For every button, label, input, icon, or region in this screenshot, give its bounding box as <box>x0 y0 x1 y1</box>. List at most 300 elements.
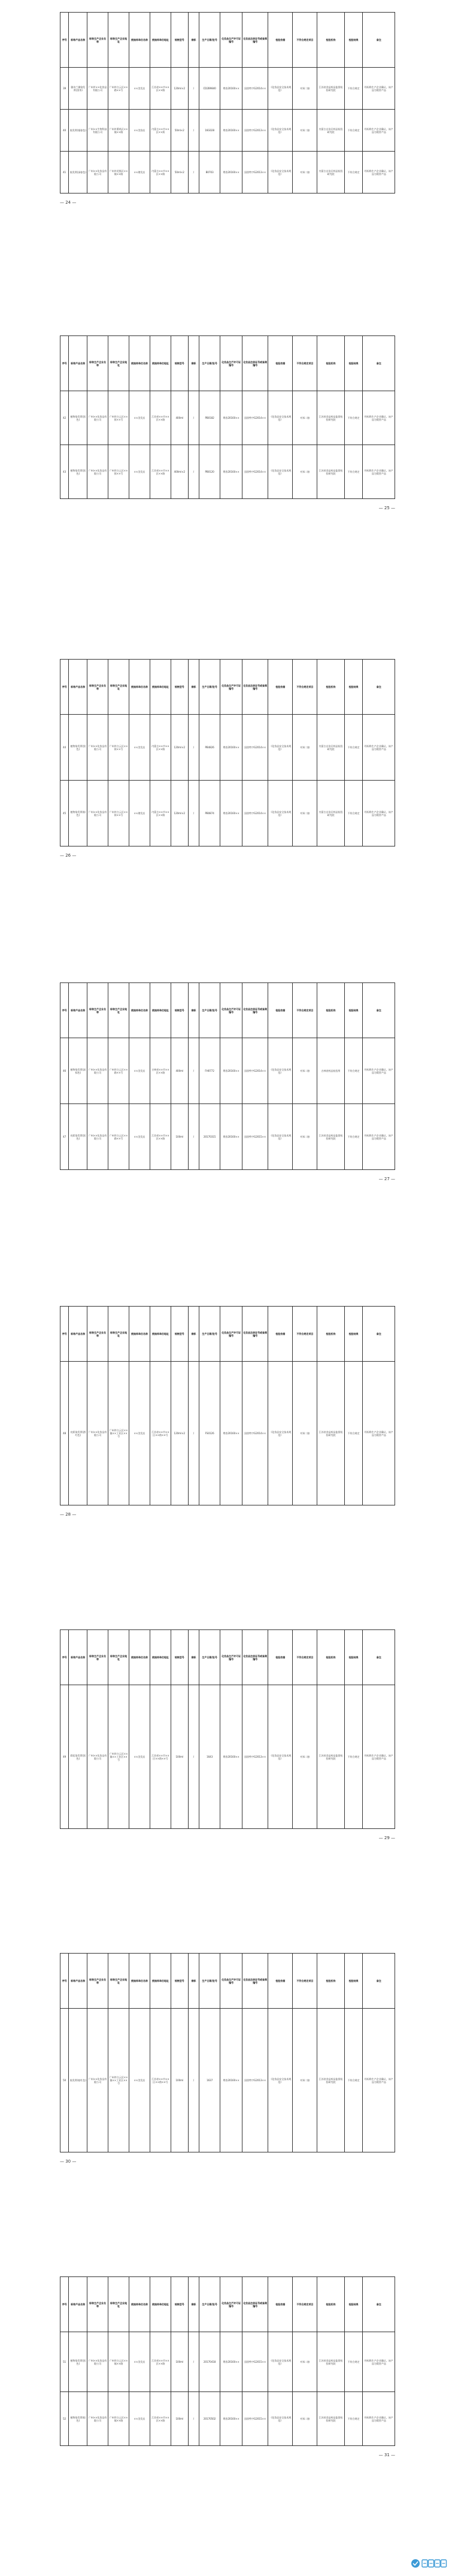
table-cell: 49 <box>60 1685 69 1829</box>
table-cell: 对苯二胺 <box>293 152 317 193</box>
table-cell: 不符合规定 <box>344 2009 363 2152</box>
column-header: 检验结果 <box>344 336 363 391</box>
table-cell: 彩虹染发膏(黑色) <box>69 1685 87 1829</box>
column-header: 检验依据 <box>268 983 293 1038</box>
table-cell: ××美发店 <box>129 715 150 781</box>
table-cell: 江苏省××市××区××路 <box>150 2332 171 2392</box>
column-header: 检验结果 <box>344 983 363 1038</box>
table-cell: 对苯二胺 <box>293 110 317 152</box>
table-cell: / <box>188 2009 199 2152</box>
inspection-table <box>60 1953 395 2152</box>
column-header: 标称产品名称 <box>69 13 87 68</box>
column-header: 检验依据 <box>268 336 293 391</box>
table-cell: 120ml×2 <box>171 715 188 781</box>
table-cell: CD2B9840 <box>199 68 220 110</box>
table-header-row <box>60 2277 395 2332</box>
table-cell: 经标称生产企业确认，该产品为假冒产品 <box>363 1104 395 1170</box>
table-cell: 广州市白云区××街××号 <box>108 781 129 846</box>
column-header: 备注 <box>363 1630 395 1685</box>
column-header: 生产日期/批号 <box>199 1307 220 1362</box>
table-cell: 粤妆20160×× <box>220 1362 242 1505</box>
table-row <box>60 2392 395 2446</box>
table-cell: 不符合规定 <box>344 1038 363 1104</box>
table-cell: 江苏省××市××区××路××号 <box>150 1362 171 1505</box>
column-header: 不符合规定项目 <box>293 2277 317 2332</box>
table-cell: ××美发店 <box>129 1362 150 1505</box>
table-cell: ××理发店 <box>129 152 150 193</box>
table-cell: 广州市白云区××街××号 <box>108 715 129 781</box>
column-header: 标称生产企业地址 <box>108 1630 129 1685</box>
table-cell: 广州市白云区××路××号 <box>108 68 129 110</box>
table-cell: 广州××化妆品有限公司 <box>87 1038 108 1104</box>
table-cell: 江苏省食品药品监督检验研究院 <box>317 1362 344 1505</box>
table-cell: ××美发店 <box>129 391 150 445</box>
table-cell: 不符合规定 <box>344 110 363 152</box>
document-page <box>60 335 395 513</box>
table-cell: 《化妆品安全技术规范》 <box>268 68 293 110</box>
table-cell: / <box>188 68 199 110</box>
column-header: 序号 <box>60 1954 69 2009</box>
column-header: 化妆品注册证号或备案编号 <box>242 1307 268 1362</box>
column-header: 标称生产企业名称 <box>87 1630 108 1685</box>
column-header: 标称生产企业名称 <box>87 660 108 715</box>
column-header: 标称产品名称 <box>69 336 87 391</box>
table-cell: 经标称生产企业确认，该产品为假冒产品 <box>363 110 395 152</box>
column-header: 生产日期/批号 <box>199 1630 220 1685</box>
table-cell: 染发膏(深棕色) <box>69 152 87 193</box>
table-header-row <box>60 13 395 68</box>
column-header: 序号 <box>60 660 69 715</box>
table-row <box>60 2009 395 2152</box>
table-cell: 广州××化妆品有限公司 <box>87 2392 108 2446</box>
document-page <box>60 12 395 207</box>
table-cell: 植物染发膏(棕色) <box>69 2392 87 2446</box>
table-cell: 《化妆品安全技术规范》 <box>268 1362 293 1505</box>
table-cell: 国妆特字G2014×× <box>242 715 268 781</box>
table-cell: 不符合规定 <box>344 445 363 499</box>
table-cell: 江苏省××市××区××路 <box>150 445 171 499</box>
table-cell: 对苯二胺 <box>293 781 317 846</box>
table-cell: / <box>188 1104 199 1170</box>
column-header: 检验结果 <box>344 1307 363 1362</box>
column-header: 检验结果 <box>344 2277 363 2332</box>
table-cell: 对苯二胺 <box>293 2009 317 2152</box>
table-cell: 植物染发膏(黑色) <box>69 2332 87 2392</box>
column-header: 标称生产企业地址 <box>108 983 129 1038</box>
column-header: 不符合规定项目 <box>293 336 317 391</box>
page-number: — 24 — <box>60 200 77 205</box>
column-header: 检验结果 <box>344 660 363 715</box>
table-cell: 经标称生产企业确认，该产品为假冒产品 <box>363 1038 395 1104</box>
table-cell: 不符合规定 <box>344 2392 363 2446</box>
column-header: 序号 <box>60 1307 69 1362</box>
table-cell: 广州市白云区××街××号 <box>108 391 129 445</box>
column-header: 化妆品生产许可证编号 <box>220 983 242 1038</box>
table-cell: 400ml×2 <box>171 445 188 499</box>
column-header: 标称生产企业名称 <box>87 13 108 68</box>
column-header: 备注 <box>363 13 395 68</box>
table-cell: 国妆特字G2014×× <box>242 781 268 846</box>
table-cell: 植物染发膏(黑色) <box>69 391 87 445</box>
column-header: 不符合规定项目 <box>293 1954 317 2009</box>
table-cell: 粤妆20160×× <box>220 391 242 445</box>
table-cell: 江苏省食品药品监督检验研究院 <box>317 445 344 499</box>
column-header: 标称生产企业名称 <box>87 1954 108 2009</box>
table-cell: 48 <box>60 1362 69 1505</box>
column-header: 标称生产企业地址 <box>108 1307 129 1362</box>
table-cell: 对苯二胺 <box>293 391 317 445</box>
column-header: 标称生产企业名称 <box>87 2277 108 2332</box>
table-cell: 经标称生产企业确认，该产品为假冒产品 <box>363 2332 395 2392</box>
table-cell: B0703 <box>199 152 220 193</box>
table-cell: 广州市白云区××镇××路 <box>108 2392 129 2446</box>
table-cell: 《化妆品安全技术规范》 <box>268 110 293 152</box>
table-cell: 国妆特字G2015×× <box>242 1104 268 1170</box>
column-header: 标称生产企业地址 <box>108 2277 129 2332</box>
table-cell: 国妆特字G2014×× <box>242 68 268 110</box>
table-cell: 100ml <box>171 1685 188 1829</box>
column-header: 化妆品注册证号或备案编号 <box>242 336 268 391</box>
column-header: 标称产品名称 <box>69 2277 87 2332</box>
table-cell: 经标称生产企业确认，该产品为假冒产品 <box>363 1685 395 1829</box>
table-cell: ××美发店 <box>129 2009 150 2152</box>
table-cell: 江苏省食品药品监督检验研究院 <box>317 2009 344 2152</box>
table-cell: 《化妆品安全技术规范》 <box>268 1104 293 1170</box>
table-cell: / <box>188 781 199 846</box>
column-header: 检验机构 <box>317 2277 344 2332</box>
table-cell: 粤妆20160×× <box>220 715 242 781</box>
table-cell: 经标称生产企业确认，该产品为假冒产品 <box>363 152 395 193</box>
column-header: 标称生产企业名称 <box>87 336 108 391</box>
column-header: 规格型号 <box>171 660 188 715</box>
table-cell: 广州市白云区××镇××工业区××号 <box>108 2009 129 2152</box>
table-cell: 粤妆20160×× <box>220 1104 242 1170</box>
table-cell: 50 <box>60 2009 69 2152</box>
column-header: 标称生产企业名称 <box>87 983 108 1038</box>
inspection-table <box>60 659 395 846</box>
column-header: 被抽样单位地址 <box>150 1954 171 2009</box>
document-page <box>60 2276 395 2460</box>
column-header: 检验机构 <box>317 1307 344 1362</box>
table-cell: 51 <box>60 2332 69 2392</box>
table-cell: 经标称生产企业确认，该产品为假冒产品 <box>363 2009 395 2152</box>
table-cell: 广州××化妆品有限公司 <box>87 2332 108 2392</box>
table-cell: 400ml <box>171 1038 188 1104</box>
table-cell: 100ml <box>171 2392 188 2446</box>
table-cell: 经标称生产企业确认，该产品为假冒产品 <box>363 445 395 499</box>
table-cell: 100ml <box>171 2009 188 2152</box>
table-cell: 不符合规定 <box>344 1104 363 1170</box>
inspection-table <box>60 12 395 193</box>
column-header: 被抽样单位名称 <box>129 1630 150 1685</box>
table-cell: ××美发店 <box>129 1104 150 1170</box>
table-cell: / <box>188 1038 199 1104</box>
table-cell: 国妆特字G2014×× <box>242 1038 268 1104</box>
column-header: 生产日期/批号 <box>199 336 220 391</box>
table-cell: 广州××化妆品有限公司 <box>87 1362 108 1505</box>
table-cell: 江苏省食品药品监督检验研究院 <box>317 1685 344 1829</box>
table-cell: 植物染发膏(黑色) <box>69 715 87 781</box>
column-header: 序号 <box>60 2277 69 2332</box>
table-cell: 《化妆品安全技术规范》 <box>268 445 293 499</box>
table-cell: 江苏省食品药品监督检验研究院 <box>317 1104 344 1170</box>
page-number: — 26 — <box>60 853 77 858</box>
table-cell: 国妆特字G2015×× <box>242 2332 268 2392</box>
table-cell: 经标称生产企业确认，该产品为假冒产品 <box>363 2392 395 2446</box>
table-cell: 20170418 <box>199 2332 220 2392</box>
table-cell: 粤妆20160×× <box>220 445 242 499</box>
table-cell: 不符合规定 <box>344 152 363 193</box>
table-cell: 39 <box>60 68 69 110</box>
table-cell: 经标称生产企业确认，该产品为假冒产品 <box>363 391 395 445</box>
table-cell: 43 <box>60 445 69 499</box>
table-row <box>60 715 395 781</box>
table-cell: 广州××化妆品有限公司 <box>87 781 108 846</box>
table-cell: 120ml×2 <box>171 68 188 110</box>
table-cell: 不符合规定 <box>344 1685 363 1829</box>
table-cell: 内蒙古自治区药品检验研究院 <box>317 110 344 152</box>
column-header: 商标 <box>188 2277 199 2332</box>
table-header-row <box>60 983 395 1038</box>
table-cell: 粤妆20160×× <box>220 781 242 846</box>
table-cell: ××美发店 <box>129 68 150 110</box>
table-header-row <box>60 336 395 391</box>
column-header: 规格型号 <box>171 983 188 1038</box>
table-cell: 对苯二胺 <box>293 715 317 781</box>
column-header: 标称产品名称 <box>69 1954 87 2009</box>
column-header: 检验机构 <box>317 336 344 391</box>
column-header: 规格型号 <box>171 1307 188 1362</box>
table-cell: 对苯二胺 <box>293 1362 317 1505</box>
table-cell: 亮彩染发膏(酒红色) <box>69 1362 87 1505</box>
table-cell: 广州××化妆品有限公司 <box>87 445 108 499</box>
column-header: 化妆品生产许可证编号 <box>220 1954 242 2009</box>
column-header: 备注 <box>363 1954 395 2009</box>
column-header: 化妆品生产许可证编号 <box>220 336 242 391</box>
column-header: 检验结果 <box>344 13 363 68</box>
table-cell: ××美发店 <box>129 2332 150 2392</box>
table-row <box>60 1685 395 1829</box>
column-header: 规格型号 <box>171 2277 188 2332</box>
column-header: 标称产品名称 <box>69 1630 87 1685</box>
column-header: 商标 <box>188 660 199 715</box>
column-header: 标称生产企业地址 <box>108 13 129 68</box>
table-header-row <box>60 1307 395 1362</box>
table-cell: 江苏省食品药品监督检验研究院 <box>317 2392 344 2446</box>
table-header-row <box>60 660 395 715</box>
table-header-row <box>60 1954 395 2009</box>
page-number: — 29 — <box>378 1836 395 1840</box>
table-cell: PB4826 <box>199 715 220 781</box>
table-cell: 江苏省××市××区××路 <box>150 2392 171 2446</box>
column-header: 序号 <box>60 13 69 68</box>
inspection-table <box>60 1629 395 1829</box>
table-cell: / <box>188 2332 199 2392</box>
inspection-table <box>60 335 395 499</box>
table-cell: 不符合规定 <box>344 68 363 110</box>
column-header: 检验依据 <box>268 660 293 715</box>
table-row <box>60 152 395 193</box>
table-cell: / <box>188 2392 199 2446</box>
table-row <box>60 1104 395 1170</box>
table-cell: 广州××化妆品有限公司 <box>87 391 108 445</box>
table-cell: / <box>188 1685 199 1829</box>
table-cell: 江苏省食品药品监督检验研究院 <box>317 391 344 445</box>
column-header: 被抽样单位地址 <box>150 660 171 715</box>
table-cell: 对苯二胺 <box>293 1038 317 1104</box>
table-cell: 植物染发膏(棕色) <box>69 781 87 846</box>
column-header: 化妆品注册证号或备案编号 <box>242 1630 268 1685</box>
column-header: 备注 <box>363 660 395 715</box>
column-header: 标称生产企业地址 <box>108 336 129 391</box>
table-row <box>60 781 395 846</box>
page-number: — 25 — <box>378 506 395 510</box>
column-header: 生产日期/批号 <box>199 660 220 715</box>
column-header: 规格型号 <box>171 1954 188 2009</box>
table-cell: 44 <box>60 715 69 781</box>
page-number: — 28 — <box>60 1512 77 1517</box>
table-cell: PB0182 <box>199 391 220 445</box>
table-cell: 广州市白云区××镇××工业区××号 <box>108 1685 129 1829</box>
column-header: 化妆品注册证号或备案编号 <box>242 13 268 68</box>
column-header: 生产日期/批号 <box>199 2277 220 2332</box>
table-cell: 粤妆20160×× <box>220 68 242 110</box>
table-cell: 江苏省××市××区××路××号 <box>150 2009 171 2152</box>
table-cell: 广州××化妆品有限公司 <box>87 2009 108 2152</box>
page-number: — 31 — <box>378 2453 395 2457</box>
table-cell: 广州市××化妆品有限公司 <box>87 68 108 110</box>
column-header: 检验结果 <box>344 1954 363 2009</box>
table-cell: 吉林省××市××区××路 <box>150 1038 171 1104</box>
table-cell: FH0772 <box>199 1038 220 1104</box>
table-cell: 广州××生物科技有限公司 <box>87 110 108 152</box>
table-cell: 50ml×2 <box>171 110 188 152</box>
column-header: 标称生产企业地址 <box>108 1954 129 2009</box>
column-header: 商标 <box>188 336 199 391</box>
site-watermark-logo <box>411 2558 448 2569</box>
table-cell: 经标称生产企业确认，该产品为假冒产品 <box>363 68 395 110</box>
table-cell: 《化妆品安全技术规范》 <box>268 152 293 193</box>
table-cell: ××美发店 <box>129 2392 150 2446</box>
table-cell: 国妆特字G2013×× <box>242 110 268 152</box>
column-header: 商标 <box>188 1307 199 1362</box>
table-cell: 16G028 <box>199 110 220 152</box>
table-cell: 江苏省××市××区××路 <box>150 1104 171 1170</box>
table-cell: 江苏省××市××区××路 <box>150 391 171 445</box>
column-header: 标称生产企业名称 <box>87 1307 108 1362</box>
column-header: 生产日期/批号 <box>199 13 220 68</box>
table-cell: 内蒙古××市××区××路 <box>150 781 171 846</box>
column-header: 检验依据 <box>268 1630 293 1685</box>
column-header: 生产日期/批号 <box>199 1954 220 2009</box>
column-header: 化妆品注册证号或备案编号 <box>242 2277 268 2332</box>
column-header: 化妆品注册证号或备案编号 <box>242 660 268 715</box>
table-cell: PB0874 <box>199 781 220 846</box>
table-cell: / <box>188 445 199 499</box>
table-cell: 广州市白云区××镇××路 <box>108 2332 129 2392</box>
table-cell: 不符合规定 <box>344 715 363 781</box>
column-header: 标称产品名称 <box>69 1307 87 1362</box>
table-cell: 《化妆品安全技术规范》 <box>268 2009 293 2152</box>
table-cell: 52 <box>60 2392 69 2446</box>
table-row <box>60 68 395 110</box>
column-header: 标称产品名称 <box>69 660 87 715</box>
document-page <box>60 659 395 860</box>
table-cell: ××美发店 <box>129 1685 150 1829</box>
table-cell: 江苏省××市××区××路 <box>150 68 171 110</box>
table-cell: 不符合规定 <box>344 781 363 846</box>
table-cell: 雅诗兰黛染发膏(黑茶) <box>69 68 87 110</box>
table-cell: 《化妆品安全技术规范》 <box>268 2392 293 2446</box>
column-header: 商标 <box>188 1954 199 2009</box>
document-page <box>60 1953 395 2166</box>
column-header: 被抽样单位地址 <box>150 1307 171 1362</box>
column-header: 检验机构 <box>317 983 344 1038</box>
table-cell: 内蒙古××市××区××路 <box>150 152 171 193</box>
column-header: 标称产品名称 <box>69 983 87 1038</box>
table-cell: 广州市白云区××路××号 <box>108 1104 129 1170</box>
document-page <box>60 1306 395 1519</box>
table-cell: 内蒙古自治区药品检验研究院 <box>317 715 344 781</box>
column-header: 被抽样单位地址 <box>150 1630 171 1685</box>
column-header: 商标 <box>188 983 199 1038</box>
table-cell: 对苯二胺 <box>293 2392 317 2446</box>
table-cell: 广州××化妆品有限公司 <box>87 1104 108 1170</box>
table-cell: 广州市番禺区××镇××路 <box>108 110 129 152</box>
table-cell: 《化妆品安全技术规范》 <box>268 391 293 445</box>
table-header-row <box>60 1630 395 1685</box>
table-cell: 广州××化妆品有限公司 <box>87 715 108 781</box>
table-cell: 染发膏(棕红色) <box>69 2009 87 2152</box>
table-cell: 50ml×2 <box>171 152 188 193</box>
table-cell: 粤妆20160×× <box>220 110 242 152</box>
column-header: 检验机构 <box>317 1630 344 1685</box>
column-header: 检验结果 <box>344 1630 363 1685</box>
column-header: 检验依据 <box>268 1307 293 1362</box>
table-cell: 《化妆品安全技术规范》 <box>268 715 293 781</box>
table-cell: ××美发店 <box>129 1038 150 1104</box>
table-cell: 内蒙古××市××区××路 <box>150 715 171 781</box>
table-cell: ××美容店 <box>129 110 150 152</box>
table-cell: 广州市花都区××镇××路 <box>108 152 129 193</box>
column-header: 化妆品生产许可证编号 <box>220 660 242 715</box>
table-cell: 《化妆品安全技术规范》 <box>268 1685 293 1829</box>
column-header: 被抽样单位名称 <box>129 660 150 715</box>
table-cell: 国妆特字G2013×× <box>242 152 268 193</box>
document-page <box>60 1629 395 1843</box>
table-cell: ××理发店 <box>129 781 150 846</box>
table-cell: 41 <box>60 152 69 193</box>
table-cell: 不符合规定 <box>344 1362 363 1505</box>
table-cell: / <box>188 110 199 152</box>
column-header: 不符合规定项目 <box>293 1307 317 1362</box>
column-header: 不符合规定项目 <box>293 660 317 715</box>
table-row <box>60 110 395 152</box>
table-cell: 《化妆品安全技术规范》 <box>268 2332 293 2392</box>
table-cell: 45 <box>60 781 69 846</box>
inspection-table <box>60 1306 395 1505</box>
column-header: 被抽样单位地址 <box>150 336 171 391</box>
table-cell: 粤妆20160×× <box>220 1038 242 1104</box>
document-page <box>60 982 395 1184</box>
column-header: 标称生产企业地址 <box>108 660 129 715</box>
table-cell: 1643 <box>199 1685 220 1829</box>
table-cell: FS0126 <box>199 1362 220 1505</box>
table-cell: 吉林省药品检验所 <box>317 1038 344 1104</box>
table-cell: 江苏省××市××区××路××号 <box>150 1685 171 1829</box>
table-cell: 20170502 <box>199 2392 220 2446</box>
table-cell: 染发膏(栗棕色) <box>69 110 87 152</box>
